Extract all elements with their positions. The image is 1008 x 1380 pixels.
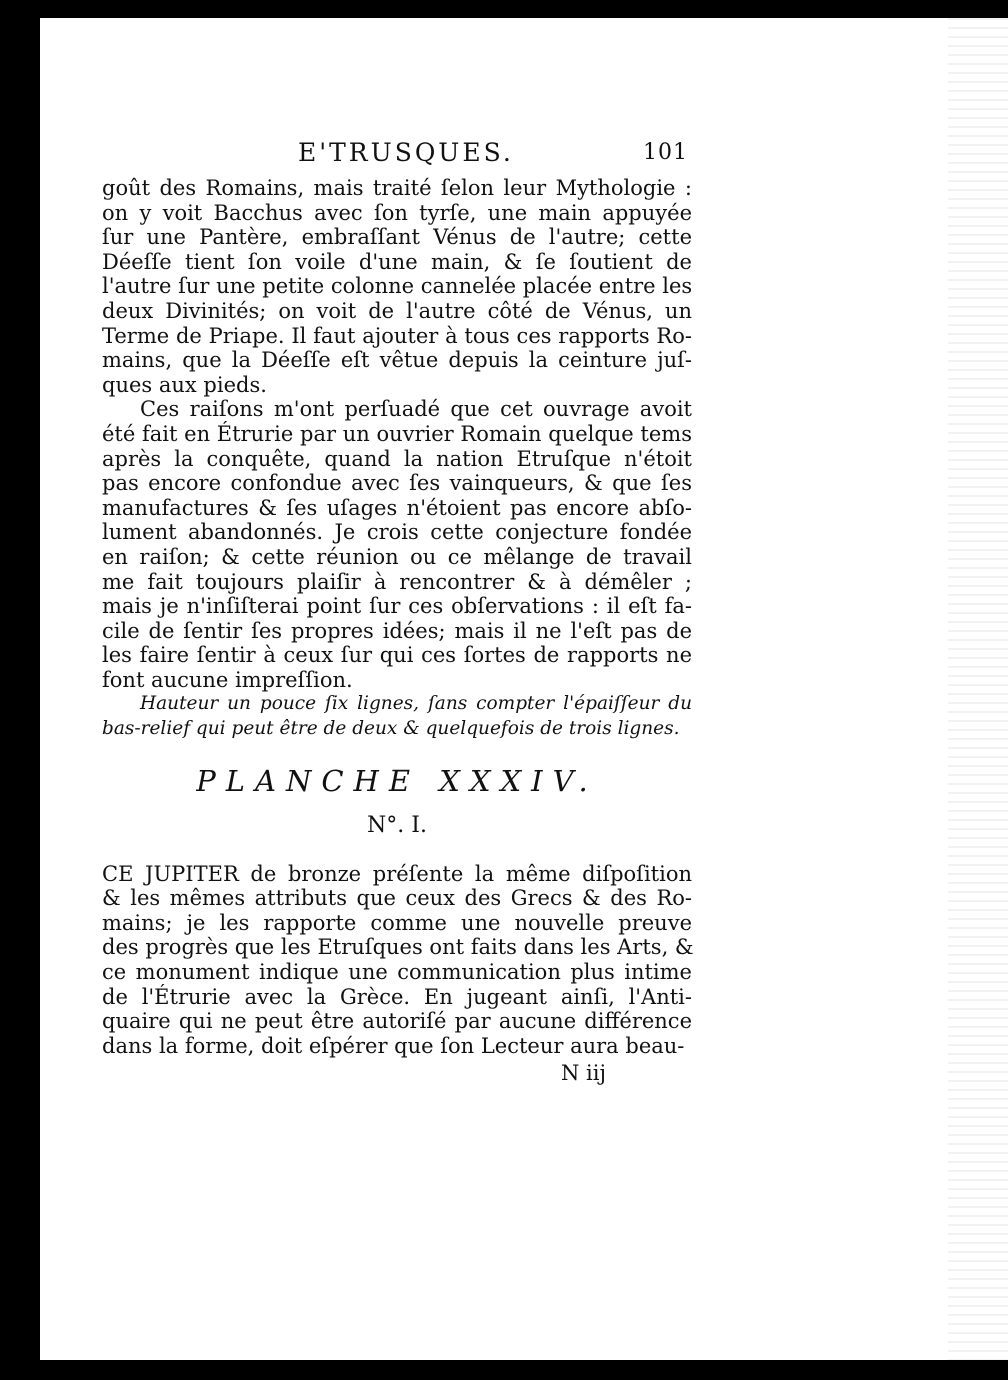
text-line: mais je n'inſiſterai point ſur ces obſervations : il eſt fa- — [102, 594, 692, 619]
text-line: Terme de Priape. Il faut ajouter à tous ces rapports Ro- — [102, 323, 692, 348]
text-line: après la conquête, quand la nation Etruſque n'étoit — [102, 446, 692, 471]
text-line: ſur une Pantère, embraſſant Vénus de l'autre; cette — [102, 225, 692, 250]
text-line: & les mêmes attributs que ceux des Grecs & des Ro- — [102, 886, 692, 911]
text-block — [102, 136, 692, 1086]
text-line: ques aux pieds. — [102, 372, 267, 397]
page-edge-shadow — [948, 18, 1008, 1360]
plate-number: N°. I. — [367, 812, 427, 838]
paragraph-1 — [102, 176, 692, 397]
text-line: mains, que la Déeſſe eſt vêtue depuis la ceinture juſ- — [102, 348, 692, 373]
text-line: de l'Étrurie avec la Grèce. En jugeant ainſi, l'Anti- — [102, 984, 692, 1009]
plate-title: PLANCHE XXXIV. — [196, 763, 598, 798]
text-line: Hauteur un pouce ſix lignes, ſans compter l'épaiſſeur du — [140, 693, 692, 715]
signature-mark: N iij — [561, 1061, 606, 1086]
text-line: goût des Romains, mais traité ſelon leur Mythologie : — [102, 176, 692, 200]
text-line: mains; je les rapporte comme une nouvelle preuve — [102, 910, 692, 935]
text-line: quaire qui ne peut être autoriſé par aucune différence — [102, 1009, 692, 1034]
paragraph-2 — [102, 397, 692, 692]
text-line: bas-relief qui peut être de deux & quelquefois de trois lignes. — [102, 718, 680, 740]
text-line: cile de ſentir ſes propres idées; mais il ne l'eſt pas de — [102, 618, 692, 643]
running-title: E'TRUSQUES. — [298, 138, 514, 167]
text-line: Ces raiſons m'ont perſuadé que cet ouvrage avoit — [140, 397, 692, 422]
text-line: des progrès que les Etruſques ont faits dans les Arts, & — [102, 935, 694, 960]
text-line: dans la forme, doit eſpérer que ſon Lecteur aura beau- — [102, 1033, 685, 1058]
text-line: Déeſſe tient ſon voile d'une main, & ſe ſoutient de — [102, 249, 692, 274]
paragraph-3 — [102, 862, 692, 1059]
text-line: CE JUPITER de bronze préſente la même diſpoſition — [102, 861, 692, 886]
text-line: me fait toujours plaiſir à rencontrer & à démêler ; — [102, 569, 692, 594]
page-number: 101 — [643, 140, 688, 165]
text-line: lument abandonnés. Je crois cette conjecture fondée — [102, 520, 692, 545]
book-page — [40, 18, 1008, 1360]
text-line: pas encore confondue avec ſes vainqueurs, & que ſes — [102, 471, 692, 496]
text-line: ce monument indique une communication plus intime — [102, 960, 692, 985]
dimensions-note — [102, 692, 692, 741]
text-line: manufactures & ſes uſages n'étoient pas encore abſo- — [102, 495, 692, 520]
text-line: deux Divinités; on voit de l'autre côté de Vénus, un — [102, 298, 692, 323]
running-head — [102, 136, 692, 176]
text-line: on y voit Bacchus avec ſon tyrſe, une main appuyée — [102, 200, 692, 225]
text-line: en raiſon; & cette réunion ou ce mêlange de travail — [102, 544, 692, 569]
text-line: les faire ſentir à ceux ſur qui ces ſortes de rapports ne — [102, 643, 692, 668]
text-line: été fait en Étrurie par un ouvrier Romain quelque tems — [102, 421, 692, 446]
text-line: font aucune impreſſion. — [102, 667, 353, 692]
text-line: l'autre ſur une petite colonne cannelée placée entre les — [102, 274, 693, 299]
